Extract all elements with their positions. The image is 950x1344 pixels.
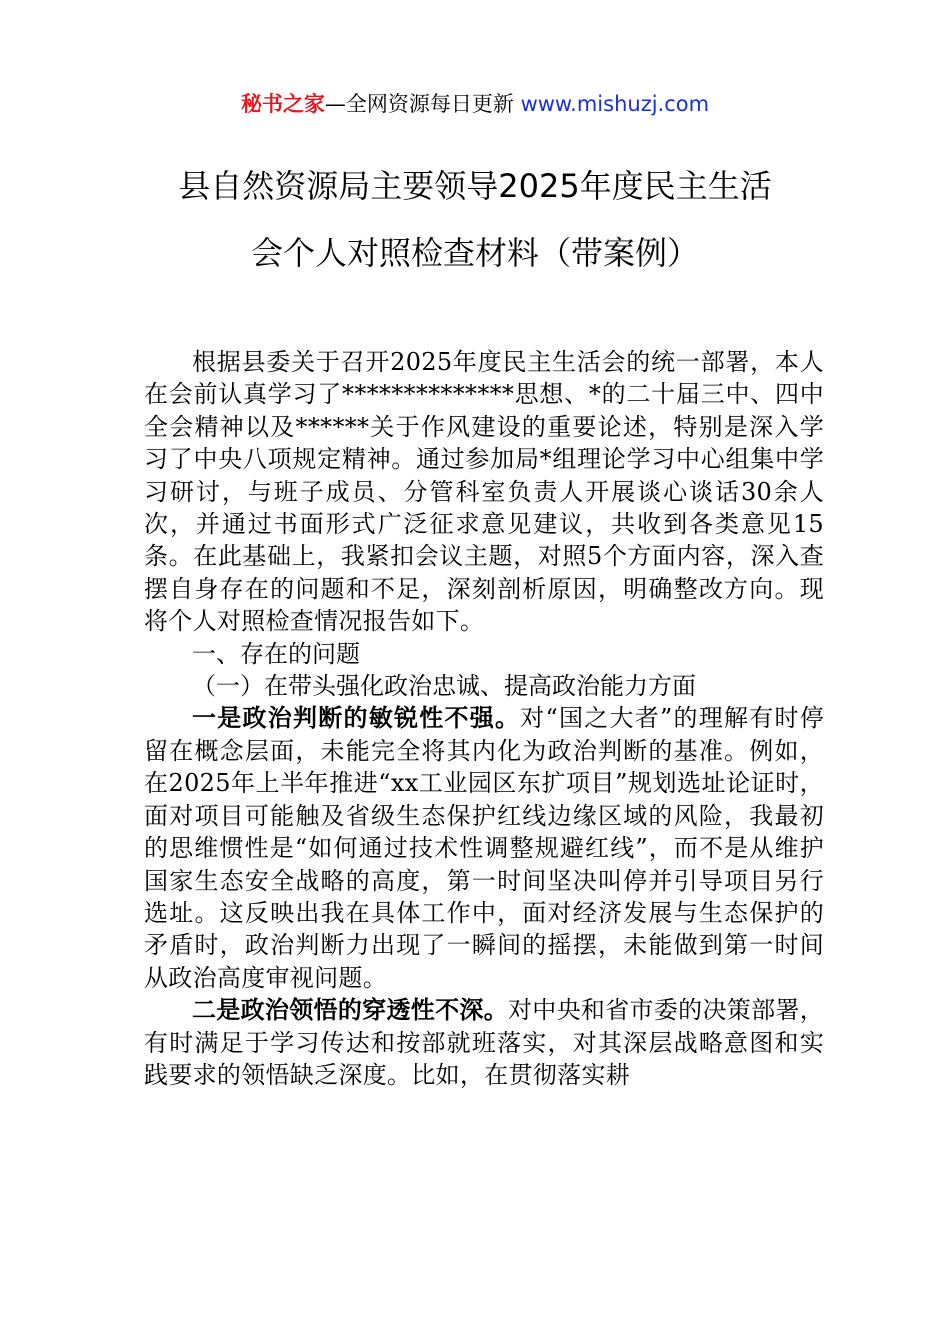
point-1-body: 对“国之大者”的理解有时停留在概念层面，未能完全将其内化为政治判断的基准。例如，在2025年上半年推进“xx工业园区东扩项目”规划选址论证时，面对项目可能触及省级生态保护红线边缘区域的风险，我最初的思维惯性是“如何通过技术性调整规避红线”，而不是从维护国家生态安全战略的高度，第一时间坚决叫停并引导项目另行选址。这反映出我在具体工作中，面对经济发展与生态保护的矛盾时，政治判断力出现了一瞬间的摇摆，未能做到第一时间从政治高度审视问题。 (144, 704, 824, 992)
section-heading: 一、存在的问题 (192, 639, 360, 668)
point-2-lead: 二是政治领悟的穿透性不深。 (192, 996, 508, 1025)
site-url-link[interactable]: www.mishuzj.com (520, 92, 710, 116)
point-paragraph-2 (144, 994, 824, 1091)
intro-paragraph: 根据县委关于召开2025年度民主生活会的统一部署，本人在会前认真学习了**************思想、*的二十届三中、四中全会精神以及******关于作风建设的重要论述，特别是深入学习了中央八项规定精神。通过参加局*组理论学习中心组集中学习研讨，与班子成员、分管科室负责人开展谈心谈话30余人次，并通过书面形式广泛征求意见建议，共收到各类意见15条。在此基础上，我紧扣会议主题，对照5个方面内容，深入查摆自身存在的问题和不足，深刻剖析原因，明确整改方向。现将个人对照检查情况报告如下。 (144, 348, 824, 636)
subsection-heading: （一）在带头强化政治忠诚、提高政治能力方面 (192, 672, 696, 701)
title-line-1: 县自然资源局主要领导2025年度民主生活 (178, 167, 772, 205)
point-paragraph-1 (144, 702, 824, 994)
point-2-body: 对中央和省市委的决策部署，有时满足于学习传达和按部就班落实，对其深层战略意图和实践要求的领悟缺乏深度。比如，在贯彻落实耕 (144, 996, 824, 1089)
site-brand: 秘书之家 (240, 92, 325, 116)
title-line-2: 会个人对照检查材料（带案例） (250, 234, 699, 272)
document-title (100, 166, 850, 273)
point-1-lead: 一是政治判断的敏锐性不强。 (192, 704, 521, 733)
document-body (144, 346, 824, 1091)
site-slogan: —全网资源每日更新 (324, 92, 521, 116)
site-header (0, 88, 950, 120)
